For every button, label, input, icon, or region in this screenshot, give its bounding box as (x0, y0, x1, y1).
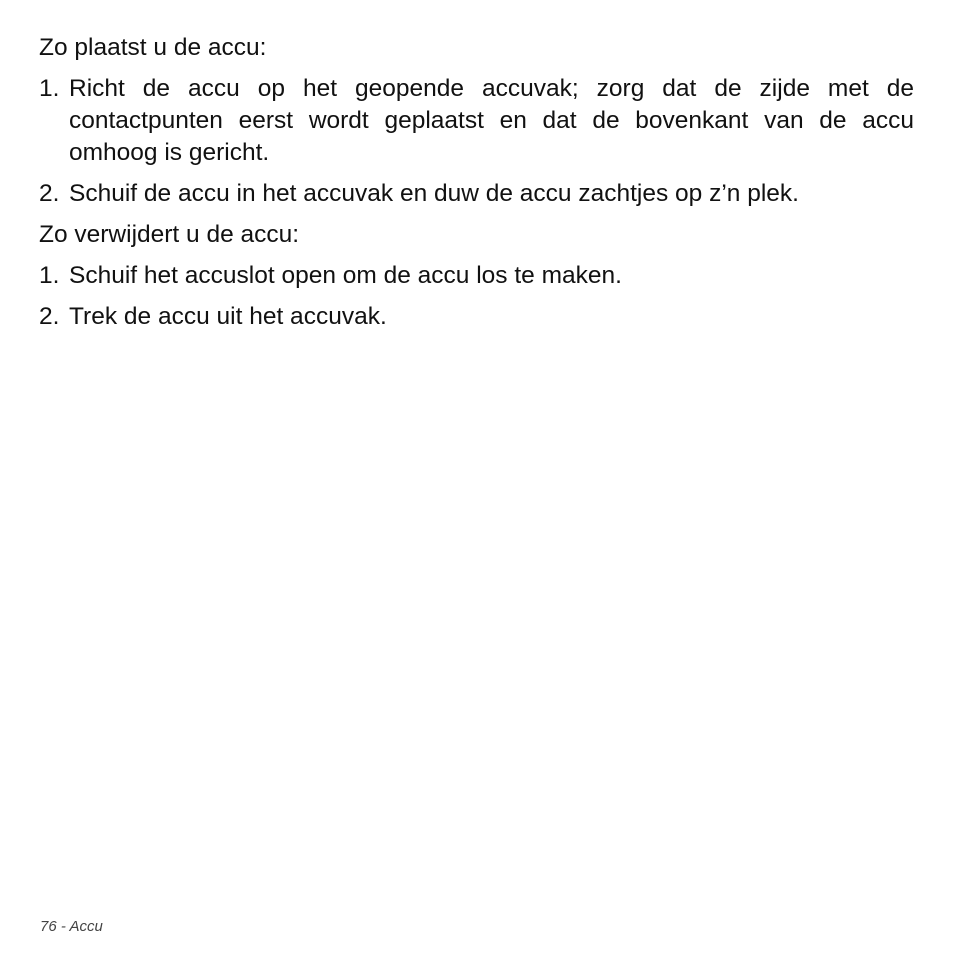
remove-step-1 (39, 260, 914, 292)
install-intro: Zo plaatst u de accu: (39, 34, 267, 61)
step-number: 2. (39, 180, 60, 207)
step-text: Richt de accu op het geopende accuvak; zorg dat de zijde met de contactpunten eerst wordt geplaatst en dat de bovenkant van de accu omhoog is gericht. (69, 75, 914, 166)
step-number: 1. (39, 262, 60, 289)
step-text: Schuif de accu in het accuvak en duw de accu zachtjes op z’n plek. (69, 180, 799, 207)
step-number: 2. (39, 303, 60, 330)
install-step-2 (39, 178, 914, 210)
step-text: Schuif het accuslot open om de accu los te maken. (69, 262, 622, 289)
step-number: 1. (39, 75, 60, 102)
page-content (39, 32, 914, 342)
remove-step-2 (39, 301, 914, 333)
page-footer: 76 - Accu (40, 918, 103, 935)
install-step-1 (39, 73, 914, 169)
step-text: Trek de accu uit het accuvak. (69, 303, 387, 330)
remove-intro: Zo verwijdert u de accu: (39, 221, 300, 248)
